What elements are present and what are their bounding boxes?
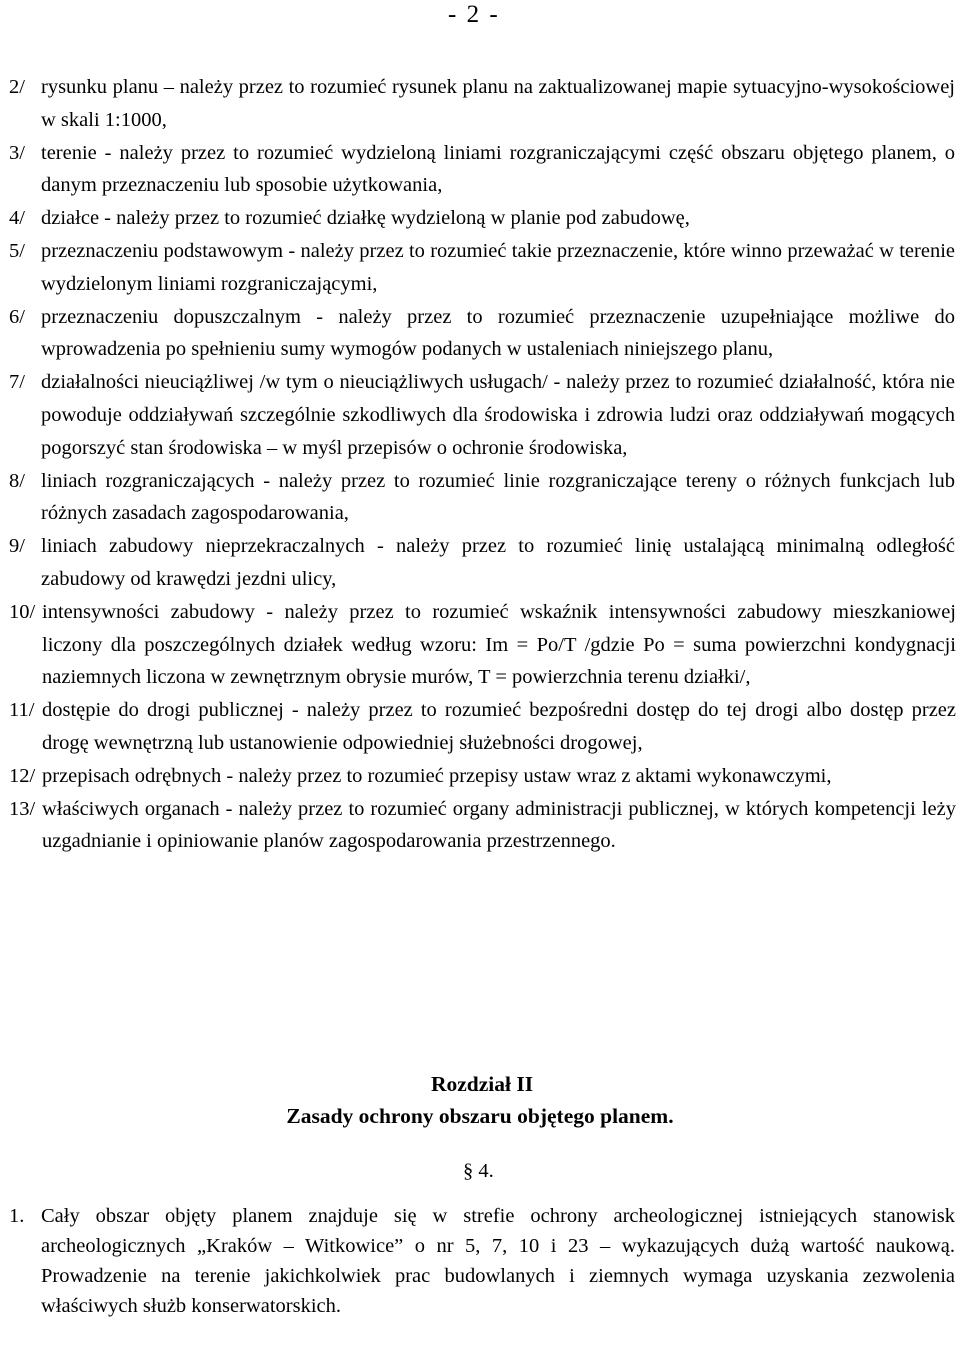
paragraph-number: 1.	[9, 1205, 25, 1227]
definition-item	[0, 596, 960, 694]
paragraph	[0, 1201, 960, 1321]
paragraph-text: Cały obszar objęty planem znajduje się w strefie ochrony archeologicznej istniejących stanowisk archeologicznych „Kraków – Witkowice” o nr 5, 7, 10 i 23 – wykazujących dużą wartość naukową. Prowadzenie na terenie jakichkolwiek prac budowlanych i ziemnych wymaga uzyskania zezwolenia właściwych służb konserwatorskich.	[41, 1205, 955, 1317]
item-text: rysunku planu – należy przez to rozumieć rysunek planu na zaktualizowanej mapie sytuacyjno-wysokościowej w skali 1:1000,	[41, 76, 955, 131]
item-number: 11/	[9, 699, 35, 722]
section-number: § 4.	[463, 1160, 494, 1182]
item-number: 8/	[9, 469, 25, 492]
definition-item	[0, 694, 960, 760]
definition-item	[0, 137, 960, 203]
item-text: terenie - należy przez to rozumieć wydzieloną liniami rozgraniczającymi część obszaru objętego planem, o danym przeznaczeniu lub sposobie użytkowania,	[41, 141, 955, 197]
item-number: 13/	[9, 797, 36, 820]
chapter-title: Zasady ochrony obszaru objętego planem.	[286, 1104, 674, 1128]
definition-item	[0, 760, 960, 793]
item-text: właściwych organach - należy przez to rozumieć organy administracji publicznej, w których kompetencji leży uzgadnianie i opiniowanie planów zagospodarowania przestrzennego.	[42, 797, 956, 853]
definition-item	[0, 202, 960, 235]
item-text: dostępie do drogi publicznej - należy przez to rozumieć bezpośredni dostęp do tej drogi albo dostęp przez drogę wewnętrzną lub ustanowienie odpowiedniej służebności drogowej,	[42, 699, 956, 754]
definition-item	[0, 71, 960, 137]
page-number: - 2 -	[448, 1, 500, 28]
item-number: 2/	[9, 76, 25, 98]
definition-item	[0, 301, 960, 367]
item-number: 5/	[9, 239, 25, 262]
item-text: działce - należy przez to rozumieć działkę wydzieloną w planie pod zabudowę,	[41, 207, 690, 230]
definition-item	[0, 530, 960, 596]
item-text: liniach zabudowy nieprzekraczalnych - należy przez to rozumieć linię ustalającą minimalną odległość zabudowy od krawędzi jezdni ulicy,	[41, 535, 955, 590]
item-number: 12/	[9, 764, 36, 787]
item-number: 9/	[9, 535, 25, 558]
item-text: intensywności zabudowy - należy przez to rozumieć wskaźnik intensywności zabudowy mieszkaniowej liczony dla poszczególnych działek według wzoru: Im = Po/T /gdzie Po = suma powierzchni kondygnacji naziemnych liczona w zewnętrznym obrysie murów, T = powierzchnia terenu działki/,	[42, 600, 956, 689]
item-number: 3/	[9, 141, 25, 164]
chapter-number: Rozdział II	[430, 1072, 534, 1096]
item-text: przepisach odrębnych - należy przez to rozumieć przepisy ustaw wraz z aktami wykonawczymi,	[42, 764, 832, 787]
item-text: działalności nieuciążliwej /w tym o nieuciążliwych usługach/ - należy przez to rozumieć działalność, która nie powoduje oddziaływań szczególnie szkodliwych dla środowiska i zdrowia ludzi oraz oddziaływań mogących pogorszyć stan środowiska – w myśl przepisów o ochronie środowiska,	[41, 371, 955, 459]
item-text: liniach rozgraniczających - należy przez to rozumieć linie rozgraniczające tereny o różnych funkcjach lub różnych zasadach zagospodarowania,	[41, 469, 955, 525]
item-number: 4/	[9, 207, 25, 230]
definitions-list	[0, 71, 960, 858]
chapter-heading	[0, 1068, 960, 1132]
definition-item	[0, 235, 960, 301]
item-number: 10/	[9, 600, 36, 623]
definition-item	[0, 366, 960, 464]
item-text: przeznaczeniu dopuszczalnym - należy przez to rozumieć przeznaczenie uzupełniające możliwe do wprowadzenia po spełnieniu sumy wymogów podanych w ustaleniach niniejszego planu,	[41, 305, 955, 361]
definition-item	[0, 465, 960, 531]
item-number: 7/	[9, 371, 25, 394]
item-number: 6/	[9, 305, 25, 328]
item-text: przeznaczeniu podstawowym - należy przez to rozumieć takie przeznaczenie, które winno przeważać w terenie wydzielonym liniami rozgraniczającymi,	[41, 239, 955, 295]
definition-item	[0, 793, 960, 859]
